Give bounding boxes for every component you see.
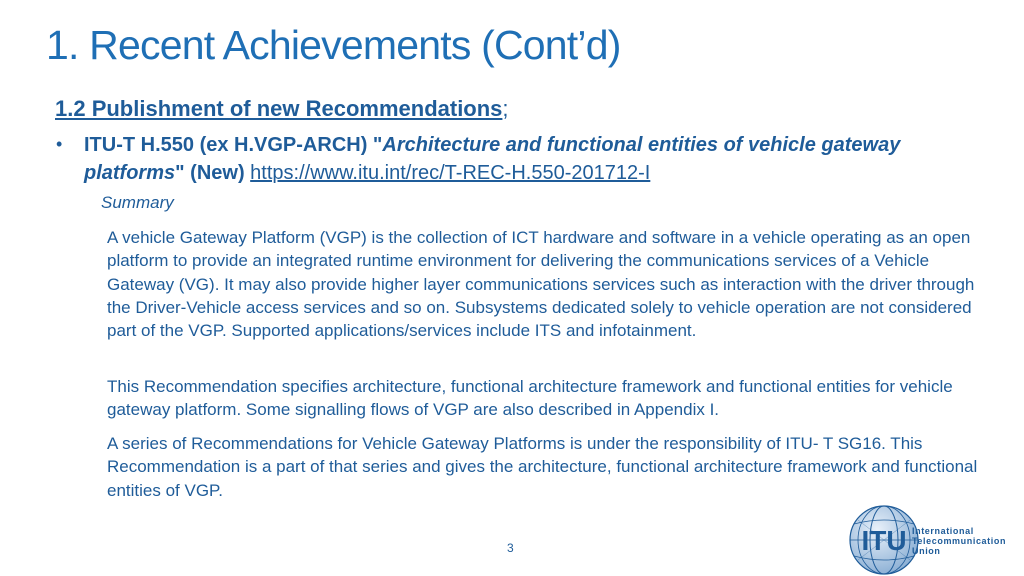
summary-paragraph-1: A vehicle Gateway Platform (VGP) is the collection of ICT hardware and software in a vehicle operating as an open platform to provide an integrated runtime environment for delivering the communications services of a Vehicle Gateway (VG). It may also provide higher layer communications services such as interaction with the driver through the Driver-Vehicle access services and so on. Subsystems dedicated solely to vehicle operation are not considered part of the VGP. Supported applications/services include ITS and infotainment.	[107, 228, 975, 341]
subheading	[55, 96, 509, 122]
summary-paragraph-2: This Recommendation specifies architecture, functional architecture framework and functional entities for vehicle gateway platform. Some signalling flows of VGP are also described in Appendix I.	[107, 377, 953, 420]
summary-paragraph-3: A series of Recommendations for Vehicle Gateway Platforms is under the responsibility of ITU- T SG16. This Recommendation is a part of that series and gives the architecture, functional architecture framework and functional entities of VGP.	[107, 434, 978, 500]
slide-title: 1. Recent Achievements (Cont’d)	[46, 22, 621, 68]
logo-line-2: Telecommunication	[912, 536, 1007, 546]
bullet-symbol: •	[56, 134, 63, 154]
page-number: 3	[507, 541, 514, 555]
bullet-title: Architecture and functional entities of vehicle gateway platforms	[84, 134, 901, 184]
logo-line-3: Union	[912, 546, 941, 556]
subheading-suffix: ;	[502, 96, 509, 121]
recommendation-link[interactable]: https://www.itu.int/rec/T-REC-H.550-201712-I	[250, 162, 651, 184]
bullet-after-title: " (New)	[175, 162, 251, 184]
summary-label: Summary	[101, 193, 174, 212]
bullet-code: ITU-T H.550 (ex H.VGP-ARCH) "	[84, 134, 383, 156]
logo-mark: ITU	[861, 525, 907, 556]
bullet-item	[84, 131, 964, 187]
subheading-text: 1.2 Publishment of new Recommendations	[55, 96, 503, 121]
logo-line-1: International	[912, 526, 974, 536]
logo-text	[912, 526, 1006, 556]
